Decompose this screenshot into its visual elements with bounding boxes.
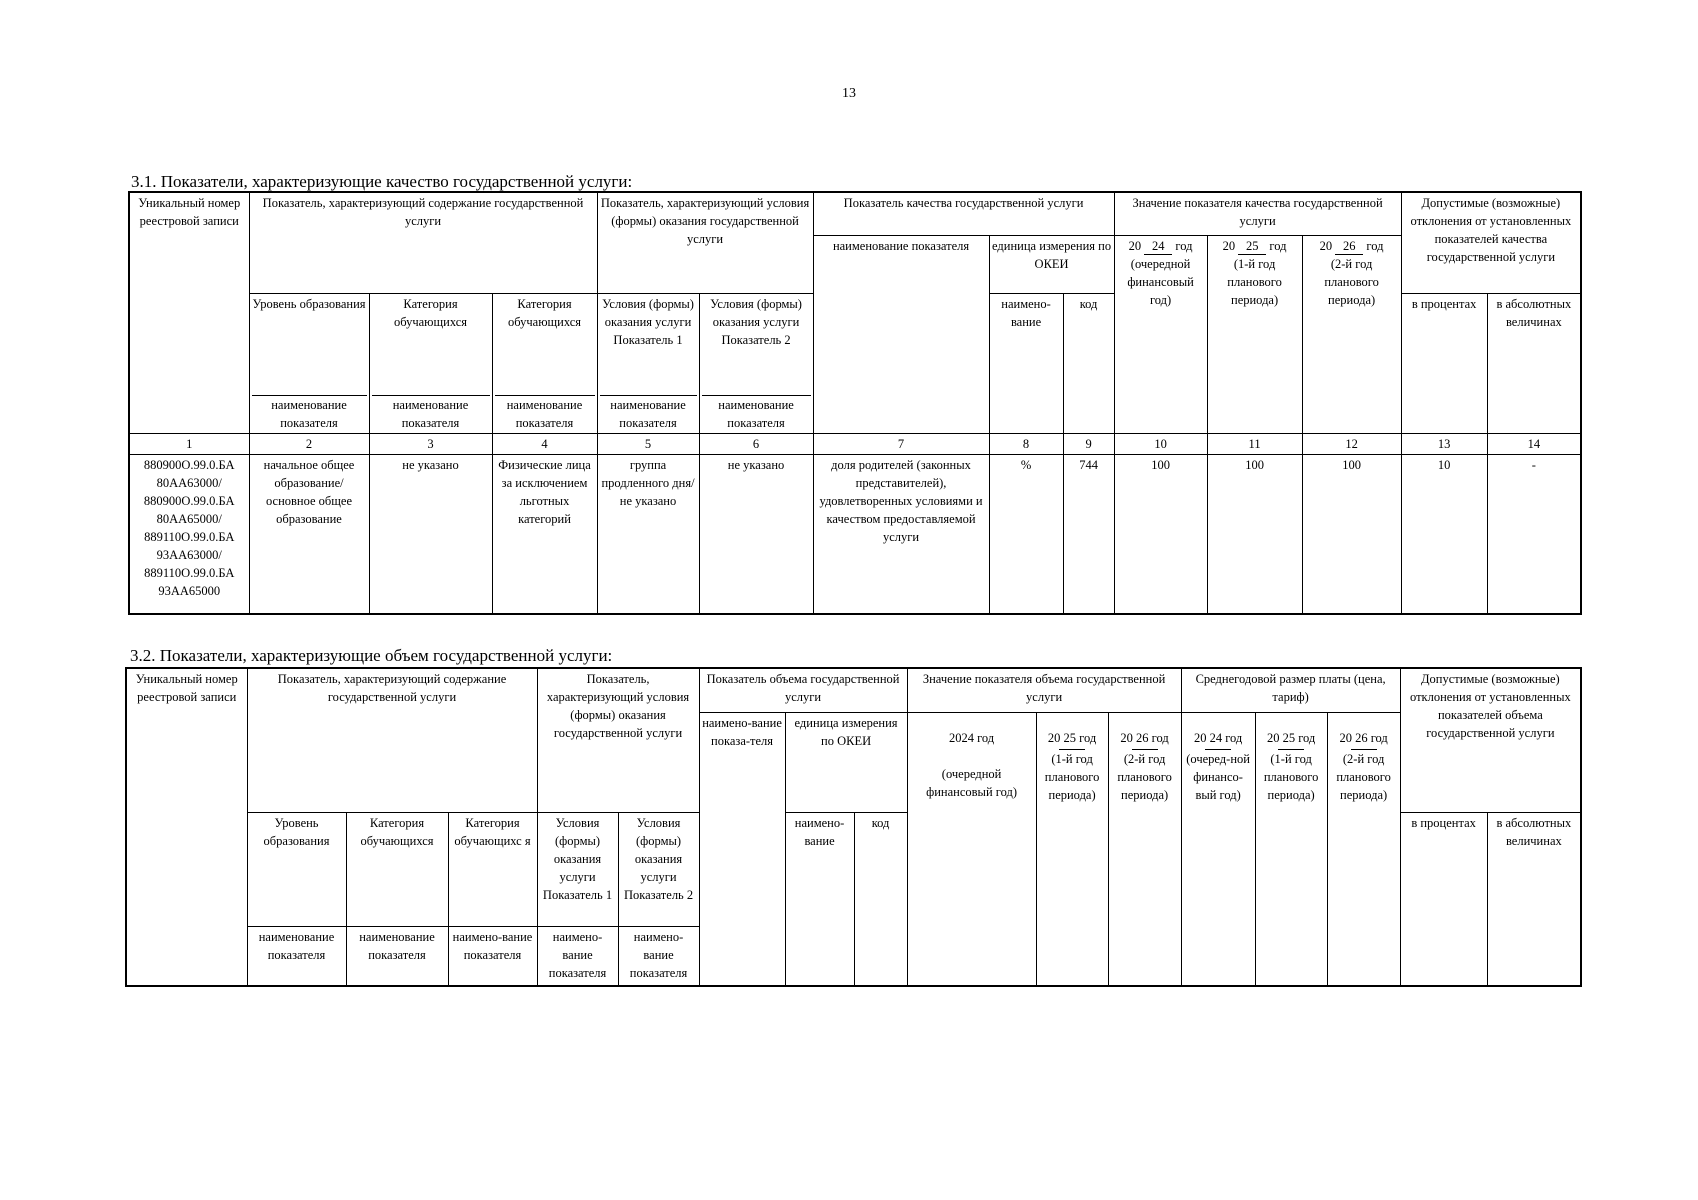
- page-number: 13: [842, 86, 856, 101]
- t1-header-deviation: Допустимые (возможные) отклонения от установленных показателей качества государственной услуги: [1401, 192, 1581, 293]
- t1-subheader-name-5: наименование показателя: [699, 393, 813, 433]
- t1-subheader-name-2: наименование показателя: [369, 393, 492, 433]
- t1-col-number: 11: [1207, 433, 1302, 454]
- t1-header-category-1: Категория обучающихся: [369, 293, 492, 393]
- t1-cell-category-1: не указано: [369, 454, 492, 614]
- t1-header-value: Значение показателя качества государственной услуги: [1114, 192, 1401, 235]
- t1-header-year-2: 20 25 год (1-й год планового периода): [1207, 235, 1302, 433]
- t1-cell-deviation-abs: -: [1487, 454, 1581, 614]
- t1-col-number: 4: [492, 433, 597, 454]
- t1-col-number: 8: [989, 433, 1063, 454]
- t2-subheader-name-2: наименование показателя: [346, 926, 448, 986]
- t2-header-category-1: Категория обучающихся: [346, 812, 448, 926]
- t2-header-deviation-pct: в процентах: [1400, 812, 1487, 986]
- t2-subheader-name-1: наименование показателя: [247, 926, 346, 986]
- t1-subheader-name-1: наименование показателя: [249, 393, 369, 433]
- t1-cell-condition-2: не указано: [699, 454, 813, 614]
- t1-cell-unit-code: 744: [1063, 454, 1114, 614]
- t2-header-condition-1: Условия (формы) оказания услуги Показатель 1: [537, 812, 618, 926]
- t1-column-numbers-row: [129, 433, 1581, 454]
- t1-cell-value-3: 100: [1302, 454, 1401, 614]
- t1-cell-unit-name: %: [989, 454, 1063, 614]
- t2-subheader-name-3: наимено-вание показателя: [448, 926, 537, 986]
- t2-header-unit-name: наимено-вание: [785, 812, 854, 986]
- t1-cell-category-2: Физические лица за исключением льготных категорий: [492, 454, 597, 614]
- t2-header-fee: Среднегодовой размер платы (цена, тариф): [1181, 668, 1400, 712]
- t1-subheader-name-3: наименование показателя: [492, 393, 597, 433]
- t2-header-unit-code: код: [854, 812, 907, 986]
- t1-cell-indicator: доля родителей (законных представителей), удовлетворенных условиями и качеством предоставляемой услуги: [813, 454, 989, 614]
- t1-cell-value-1: 100: [1114, 454, 1207, 614]
- t1-col-number: 10: [1114, 433, 1207, 454]
- volume-indicators-table: [125, 667, 1582, 987]
- t1-header-condition-1: Условия (формы) оказания услуги Показатель 1: [597, 293, 699, 393]
- t1-header-unit-code: код: [1063, 293, 1114, 433]
- t2-header-unit: единица измерения по ОКЕИ: [785, 712, 907, 812]
- t2-header-value-year-3: 20 26 год (2-й год планового периода): [1108, 712, 1181, 986]
- t2-header-deviation-abs: в абсолютных величинах: [1487, 812, 1581, 986]
- t2-header-condition-2: Условия (формы) оказания услуги Показатель 2: [618, 812, 699, 926]
- t1-cell-value-2: 100: [1207, 454, 1302, 614]
- t2-header-fee-year-2: 20 25 год (1-й год планового периода): [1255, 712, 1327, 986]
- t1-header-category-2: Категория обучающихся: [492, 293, 597, 393]
- t1-col-number: 1: [129, 433, 249, 454]
- t2-header-unique: Уникальный номер реестровой записи: [126, 668, 247, 986]
- t1-header-deviation-abs: в абсолютных величинах: [1487, 293, 1581, 433]
- section-3-1-title: 3.1. Показатели, характеризующие качество государственной услуги:: [131, 172, 633, 191]
- t2-header-content: Показатель, характеризующий содержание государственной услуги: [247, 668, 537, 812]
- t1-header-content: Показатель, характеризующий содержание государственной услуги: [249, 192, 597, 293]
- quality-indicators-table: [128, 191, 1582, 615]
- t1-header-unit-name: наимено-вание: [989, 293, 1063, 433]
- t1-col-number: 5: [597, 433, 699, 454]
- t2-subheader-name-5: наимено-вание показателя: [618, 926, 699, 986]
- t1-col-number: 13: [1401, 433, 1487, 454]
- t1-header-unique: Уникальный номер реестровой записи: [129, 192, 249, 433]
- t1-col-number: 9: [1063, 433, 1114, 454]
- t2-header-level: Уровень образования: [247, 812, 346, 926]
- t2-header-deviation: Допустимые (возможные) отклонения от установленных показателей объема государственной услуги: [1400, 668, 1581, 812]
- t1-header-quality: Показатель качества государственной услуги: [813, 192, 1114, 235]
- t1-subheader-name-4: наименование показателя: [597, 393, 699, 433]
- t1-header-deviation-pct: в процентах: [1401, 293, 1487, 433]
- t1-col-number: 3: [369, 433, 492, 454]
- t1-cell-level: начальное общее образование/ основное общее образование: [249, 454, 369, 614]
- t1-cell-condition-1: группа продленного дня/ не указано: [597, 454, 699, 614]
- t1-col-number: 2: [249, 433, 369, 454]
- t2-header-category-2: Категория обучающихс я: [448, 812, 537, 926]
- t2-header-value: Значение показателя объема государственной услуги: [907, 668, 1181, 712]
- t1-col-number: 14: [1487, 433, 1581, 454]
- t2-header-fee-year-3: 20 26 год (2-й год планового периода): [1327, 712, 1400, 986]
- t2-header-fee-year-1: 20 24 год (очеред-ной финансо-вый год): [1181, 712, 1255, 986]
- t1-header-indicator-name: наименование показателя: [813, 235, 989, 433]
- t1-col-number: 7: [813, 433, 989, 454]
- t1-data-row: [129, 454, 1581, 614]
- t1-header-unit: единица измерения по ОКЕИ: [989, 235, 1114, 293]
- t2-header-value-year-1: 2024 год (очередной финансовый год): [907, 712, 1036, 986]
- t2-header-conditions: Показатель, характеризующий условия (формы) оказания государственной услуги: [537, 668, 699, 812]
- t1-cell-unique: 880900О.99.0.БА 80АА63000/ 880900О.99.0.БА 80АА65000/ 889110О.99.0.БА 93АА63000/ 889110О.99.0.БА 93АА65000: [129, 454, 249, 614]
- t1-cell-deviation-pct: 10: [1401, 454, 1487, 614]
- t2-header-volume: Показатель объема государственной услуги: [699, 668, 907, 712]
- t2-header-value-year-2: 20 25 год (1-й год планового периода): [1036, 712, 1108, 986]
- t1-col-number: 6: [699, 433, 813, 454]
- t1-header-conditions: Показатель, характеризующий условия (формы) оказания государственной услуги: [597, 192, 813, 293]
- t2-header-indicator-name: наимено-вание показа-теля: [699, 712, 785, 986]
- t1-header-year-1: 20 24 год (очередной финансовый год): [1114, 235, 1207, 433]
- section-3-2-title: 3.2. Показатели, характеризующие объем государственной услуги:: [130, 646, 613, 665]
- t1-header-year-3: 20 26 год (2-й год планового периода): [1302, 235, 1401, 433]
- t1-header-level: Уровень образования: [249, 293, 369, 393]
- t1-header-condition-2: Условия (формы) оказания услуги Показатель 2: [699, 293, 813, 393]
- t1-col-number: 12: [1302, 433, 1401, 454]
- t2-subheader-name-4: наимено-вание показателя: [537, 926, 618, 986]
